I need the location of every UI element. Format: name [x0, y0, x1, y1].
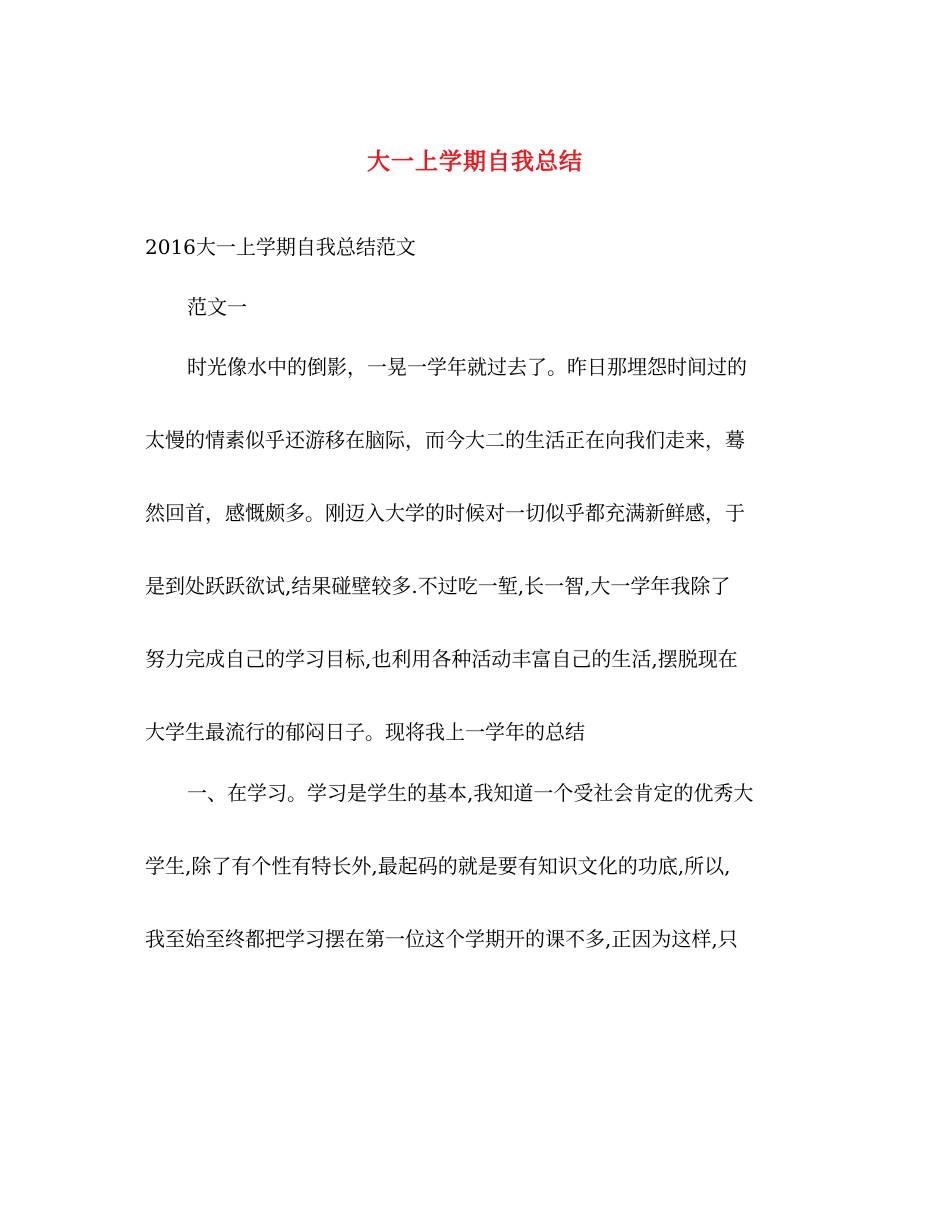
paragraph-line: 时光像水中的倒影，一晃一学年就过去了。昨日那埋怨时间过的 [187, 355, 747, 379]
paragraph-line: 是到处跃跃欲试,结果碰壁较多.不过吃一堑,长一智,大一学年我除了 [145, 574, 731, 598]
document-subtitle: 2016大一上学期自我总结范文 [145, 235, 416, 259]
paragraph-1 [145, 352, 805, 747]
paragraph-line: 我至始至终都把学习摆在第一位这个学期开的课不多,正因为这样,只 [145, 927, 738, 951]
paragraph-2 [145, 778, 805, 954]
paragraph-line: 太慢的情素似乎还游移在脑际，而今大二的生活正在向我们走来，蓦 [145, 428, 745, 452]
document-title: 大一上学期自我总结 [367, 148, 583, 175]
paragraph-line: 然回首，感慨颇多。刚迈入大学的时候对一切似乎都充满新鲜感，于 [145, 501, 745, 525]
paragraph-line: 学生,除了有个性有特长外,最起码的就是要有知识文化的功底,所以, [145, 854, 731, 878]
paragraph-line: 大学生最流行的郁闷日子。现将我上一学年的总结 [145, 720, 585, 744]
section-label: 范文一 [187, 295, 247, 319]
paragraph-line: 一、在学习。学习是学生的基本,我知道一个受社会肯定的优秀大 [187, 781, 754, 805]
paragraph-line: 努力完成自己的学习目标,也利用各种活动丰富自己的生活,摆脱现在 [145, 647, 738, 671]
